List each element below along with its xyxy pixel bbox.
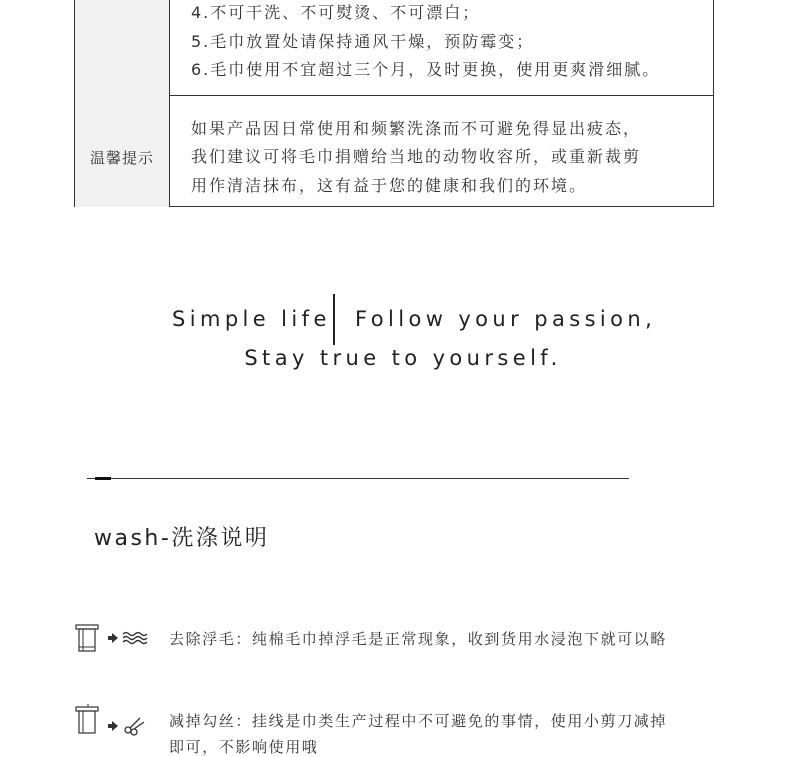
- section-divider: [87, 478, 629, 479]
- wash-section-title: wash-洗涤说明: [94, 526, 270, 551]
- wash-step-2-text-cont: 即可，不影响使用哦: [169, 738, 319, 756]
- slogan-simple-life: Simple life: [172, 307, 331, 331]
- water-waves-icon: [122, 628, 148, 648]
- tip-label: 温馨提示: [89, 149, 154, 167]
- tip-label-cell: [75, 95, 170, 207]
- towel-icon: [74, 622, 104, 656]
- tip-line-2: 我们建议可将毛巾捐赠给当地的动物收容所，或重新裁剪: [191, 147, 642, 166]
- care-line-5: 5.毛巾放置处请保持通风干燥，预防霉变；: [191, 32, 535, 51]
- wash-step-2-text: 减掉勾丝：挂线是巾类生产过程中不可避免的事情，使用小剪刀减掉: [169, 712, 668, 730]
- arrow-right-icon: [108, 720, 118, 732]
- slogan-follow-passion: Follow your passion,: [355, 307, 657, 331]
- arrow-right-icon: [108, 632, 118, 644]
- tip-content-cell: [171, 95, 713, 207]
- care-label-cell: [75, 0, 170, 95]
- towel-icon: [74, 704, 104, 738]
- care-content-cell: [171, 0, 713, 95]
- tip-line-3: 用作清洁抹布，这有益于您的健康和我们的环境。: [191, 176, 588, 195]
- care-instructions-table: [74, 0, 714, 207]
- wash-step-1-text: 去除浮毛：纯棉毛巾掉浮毛是正常现象，收到货用水浸泡下就可以略: [169, 630, 668, 648]
- slogan-stay-true: Stay true to yourself.: [244, 346, 562, 370]
- scissors-icon: [122, 716, 148, 736]
- tip-row: [75, 95, 713, 207]
- care-row: [75, 0, 713, 96]
- care-line-4: 4.不可干洗、不可熨烫、不可漂白；: [191, 3, 481, 22]
- care-line-6: 6.毛巾使用不宜超过三个月，及时更换，使用更爽滑细腻。: [191, 60, 661, 79]
- divider-accent: [95, 477, 111, 480]
- tip-line-1: 如果产品因日常使用和频繁洗涤而不可避免得显出疲态，: [191, 119, 642, 138]
- slogan-separator: [333, 294, 335, 345]
